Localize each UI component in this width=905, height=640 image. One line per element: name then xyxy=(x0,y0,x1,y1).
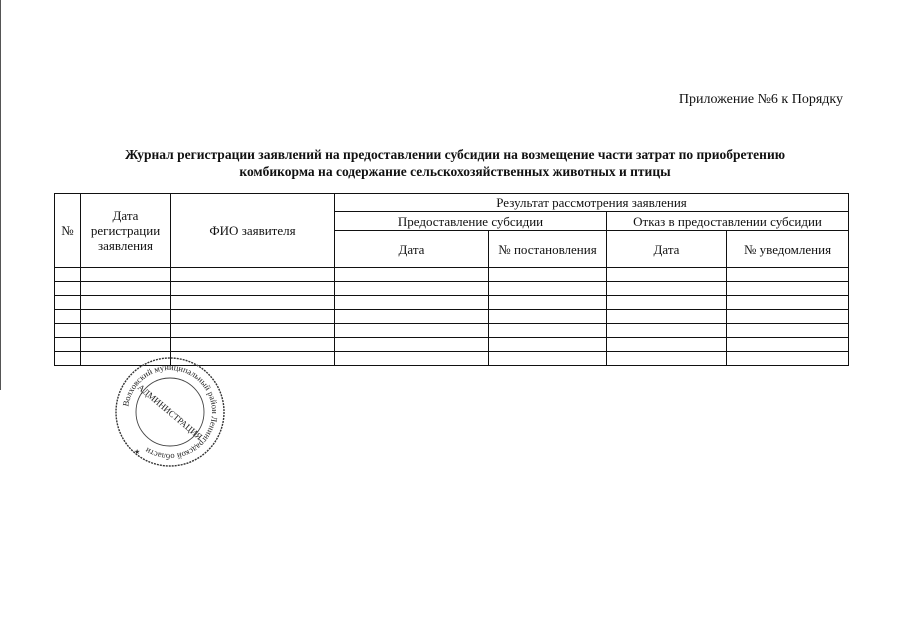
table-cell xyxy=(171,324,335,338)
table-cell xyxy=(55,296,81,310)
appendix-label: Приложение №6 к Порядку xyxy=(678,92,843,107)
table-cell xyxy=(55,310,81,324)
header-number: № xyxy=(55,194,81,268)
table-cell xyxy=(335,296,489,310)
table-cell xyxy=(607,310,727,324)
table-cell xyxy=(171,282,335,296)
table-cell xyxy=(335,324,489,338)
official-seal-stamp xyxy=(114,356,226,468)
table-cell xyxy=(55,338,81,352)
table-cell xyxy=(607,296,727,310)
table-cell xyxy=(55,282,81,296)
table-cell xyxy=(81,296,171,310)
table-cell xyxy=(489,296,607,310)
table-cell xyxy=(607,352,727,366)
title-line-1: Журнал регистрации заявлений на предоставлении субсидии на возмещение части затрат по приобретению xyxy=(124,147,786,162)
header-subsidy-refused: Отказ в предоставлении субсидии xyxy=(607,212,849,231)
table-row xyxy=(55,338,849,352)
header-granted-date: Дата xyxy=(335,231,489,268)
table-cell xyxy=(607,338,727,352)
table-cell xyxy=(81,324,171,338)
seal-center-text: АДМИНИСТРАЦИЯ xyxy=(135,382,205,442)
table-cell xyxy=(489,268,607,282)
table-row xyxy=(55,282,849,296)
header-fio: ФИО заявителя xyxy=(171,194,335,268)
header-refused-date: Дата xyxy=(607,231,727,268)
table-cell xyxy=(81,268,171,282)
table-cell xyxy=(81,282,171,296)
table-cell xyxy=(727,268,849,282)
table-cell xyxy=(335,268,489,282)
table-cell xyxy=(171,268,335,282)
table-cell xyxy=(335,282,489,296)
table-cell xyxy=(727,282,849,296)
table-cell xyxy=(727,352,849,366)
table-cell xyxy=(335,352,489,366)
table-cell xyxy=(489,282,607,296)
table-row xyxy=(55,268,849,282)
table-cell xyxy=(335,310,489,324)
table-cell xyxy=(55,352,81,366)
table-cell xyxy=(489,338,607,352)
table-cell xyxy=(727,296,849,310)
table-cell xyxy=(489,352,607,366)
document-title xyxy=(60,146,850,180)
header-date-registration: Дата регистрации заявления xyxy=(81,194,171,268)
header-refused-notice: № уведомления xyxy=(727,231,849,268)
table-cell xyxy=(607,268,727,282)
table-cell xyxy=(81,338,171,352)
table-cell xyxy=(171,310,335,324)
table-cell xyxy=(727,310,849,324)
table-cell xyxy=(727,324,849,338)
table-row xyxy=(55,296,849,310)
table-cell xyxy=(55,268,81,282)
title-line-2: комбикорма на содержание сельскохозяйственных животных и птицы xyxy=(239,164,671,179)
table-cell xyxy=(171,338,335,352)
table-row xyxy=(55,324,849,338)
table-cell xyxy=(489,310,607,324)
seal-ring-textpath: Волховский муниципальный район Ленинградской области xyxy=(120,361,221,463)
registration-journal-table xyxy=(54,193,849,366)
table-cell xyxy=(171,296,335,310)
table-row xyxy=(55,310,849,324)
scan-edge-line xyxy=(0,0,1,390)
table-body xyxy=(55,268,849,366)
table-cell xyxy=(489,324,607,338)
table-cell xyxy=(81,310,171,324)
seal-star-icon: ★ xyxy=(134,448,141,456)
table-cell xyxy=(607,324,727,338)
table-cell xyxy=(727,338,849,352)
header-granted-resolution: № постановления xyxy=(489,231,607,268)
table-cell xyxy=(607,282,727,296)
header-review-result: Результат рассмотрения заявления xyxy=(335,194,849,212)
header-subsidy-granted: Предоставление субсидии xyxy=(335,212,607,231)
table-cell xyxy=(55,324,81,338)
table-cell xyxy=(335,338,489,352)
